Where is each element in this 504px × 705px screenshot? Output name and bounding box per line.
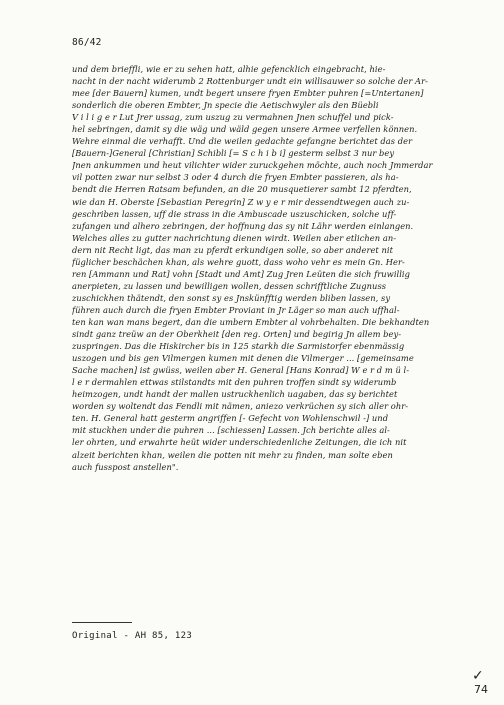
text-line: führen auch durch die fryen Embter Proviant in Jr Läger so man auch uffhal- <box>72 304 400 315</box>
text-line: ren [Ammann und Rat] vohn [Stadt und Amt] Zug Jren Leüten die sich fruwillig <box>72 268 411 279</box>
text-line: mee [der Bauern] kumen, undt begert unsere fryen Embter puhren [=Untertanen] <box>72 88 424 99</box>
text-line: dern nit Recht ligt, das man zu pferdt erkundigen solle, so aber anderet nit <box>72 244 393 255</box>
check-mark-icon: ✓ <box>472 668 484 684</box>
text-line: nacht in der nacht widerumb 2 Rottenburger undt ein willisauwer so solche der Ar- <box>72 76 428 87</box>
text-line: Jnen ankummen und heut vilichter wider zuruckgehen möchte, auch noch Jmmerdar <box>72 160 433 171</box>
text-line: ten kan wan mans begert, dan die umbern Embter al vohrbehalten. Die bekhandten <box>72 316 430 327</box>
text-line: ten. H. General hatt gesterm angriffen [- Gefecht von Wohlenschwil -] und <box>72 413 389 424</box>
text-line: auch fusspost anstellen". <box>72 461 179 472</box>
text-line: anerpieten, zu lassen und bewilligen wollen, dessen schrifftliche Zugnuss <box>72 280 387 291</box>
text-line: uszogen und bis gen Vilmergen kumen mit denen die Vilmerger ... [gemeinsame <box>72 353 414 364</box>
text-line: Sache machen] ist gwüss, weilen aber H. General [Hans Konrad] W e r d m ü l- <box>72 365 410 376</box>
source-note: Original - AH 85, 123 <box>72 631 193 641</box>
text-line: sindt ganz treüw an der Oberkheit [den reg. Orten] und begirig Jn allem bey- <box>72 329 402 340</box>
text-line: alzeit berichten khan, weilen die potten nit mehr zu finden, man solte eben <box>72 449 393 460</box>
text-line: hel sebringen, damit sy die wäg und wäld gegen unsere Armee verfellen können. <box>72 124 418 135</box>
text-line: geschriben lassen, uff die strass in die Ambuscade uszuschicken, solche uff- <box>72 208 397 219</box>
text-line: Welches alles zu gutter nachrichtung dienen wirdt. Weilen aber etlichen an- <box>72 232 397 243</box>
text-line: mit stuckhen under die puhren ... [schiessen] Lassen. Jch berichte alles al- <box>72 425 390 436</box>
text-line: worden sy woltendt das Fendli mit nämen, aniezo verkrüchen sy sich aller ohr- <box>72 401 409 412</box>
text-line: ler ohrten, und erwahrte heüt wider underschiedenliche Zeitungen, die ich nit <box>72 437 407 448</box>
text-line: l e r dermahlen ettwas stilstandts mit den puhren troffen sindt sy widerumb <box>72 377 397 388</box>
text-line: sonderlich die oberen Embter, Jn specie die Aetischwyler als den Büebli <box>72 100 379 111</box>
text-line: füglicher beschächen khan, als wehre guott, dass woho vehr es mein Gn. Her- <box>72 256 405 267</box>
text-line: und dem brieffli, wie er zu sehen hatt, alhie gefencklich eingebracht, hie- <box>72 64 386 74</box>
text-line: vil potten zwar nur selbst 3 oder 4 durch die fryen Embter passieren, als ha- <box>72 172 399 183</box>
page-number: 86/42 <box>72 37 102 48</box>
text-line: Wehre einmal die verhafft. Und die weilen gedachte gefangne berichtet das der <box>72 136 413 147</box>
text-line: [Bauern-]General [Christian] Schibli [= S c h i b i] gesterm selbst 3 nur bey <box>72 148 395 159</box>
text-line: zuschickhen thätendt, den sonst sy es Jnskünfftig werden bliben lassen, sy <box>72 292 391 303</box>
text-line: heimzogen, undt handt der mallen ustruckhenlich uagaben, das sy berichtet <box>72 389 398 400</box>
text-line: wie dan H. Oberste [Sebastian Peregrin] Z w y e r mir dessendtwegen auch zu- <box>72 196 410 207</box>
archive-page-mark: 74 <box>474 683 488 696</box>
text-line: zufangen und alhero zebringen, der hoffnung das sy nit Lähr werden einlangen. <box>72 220 414 231</box>
footnote-rule <box>72 622 132 623</box>
text-line: bendt die Herren Ratsam befunden, an die 20 musquetierer sambt 12 pferdten, <box>72 184 412 195</box>
text-line: zuspringen. Das die Hiskircher bis in 125 starkh die Sarmistorfer ebenmässig <box>72 341 405 352</box>
text-line: V i l i g e r Lut Jrer ussag, zum uszug zu vermahnen Jnen schuffel und pick- <box>72 112 394 123</box>
letter-transcription <box>72 63 482 473</box>
